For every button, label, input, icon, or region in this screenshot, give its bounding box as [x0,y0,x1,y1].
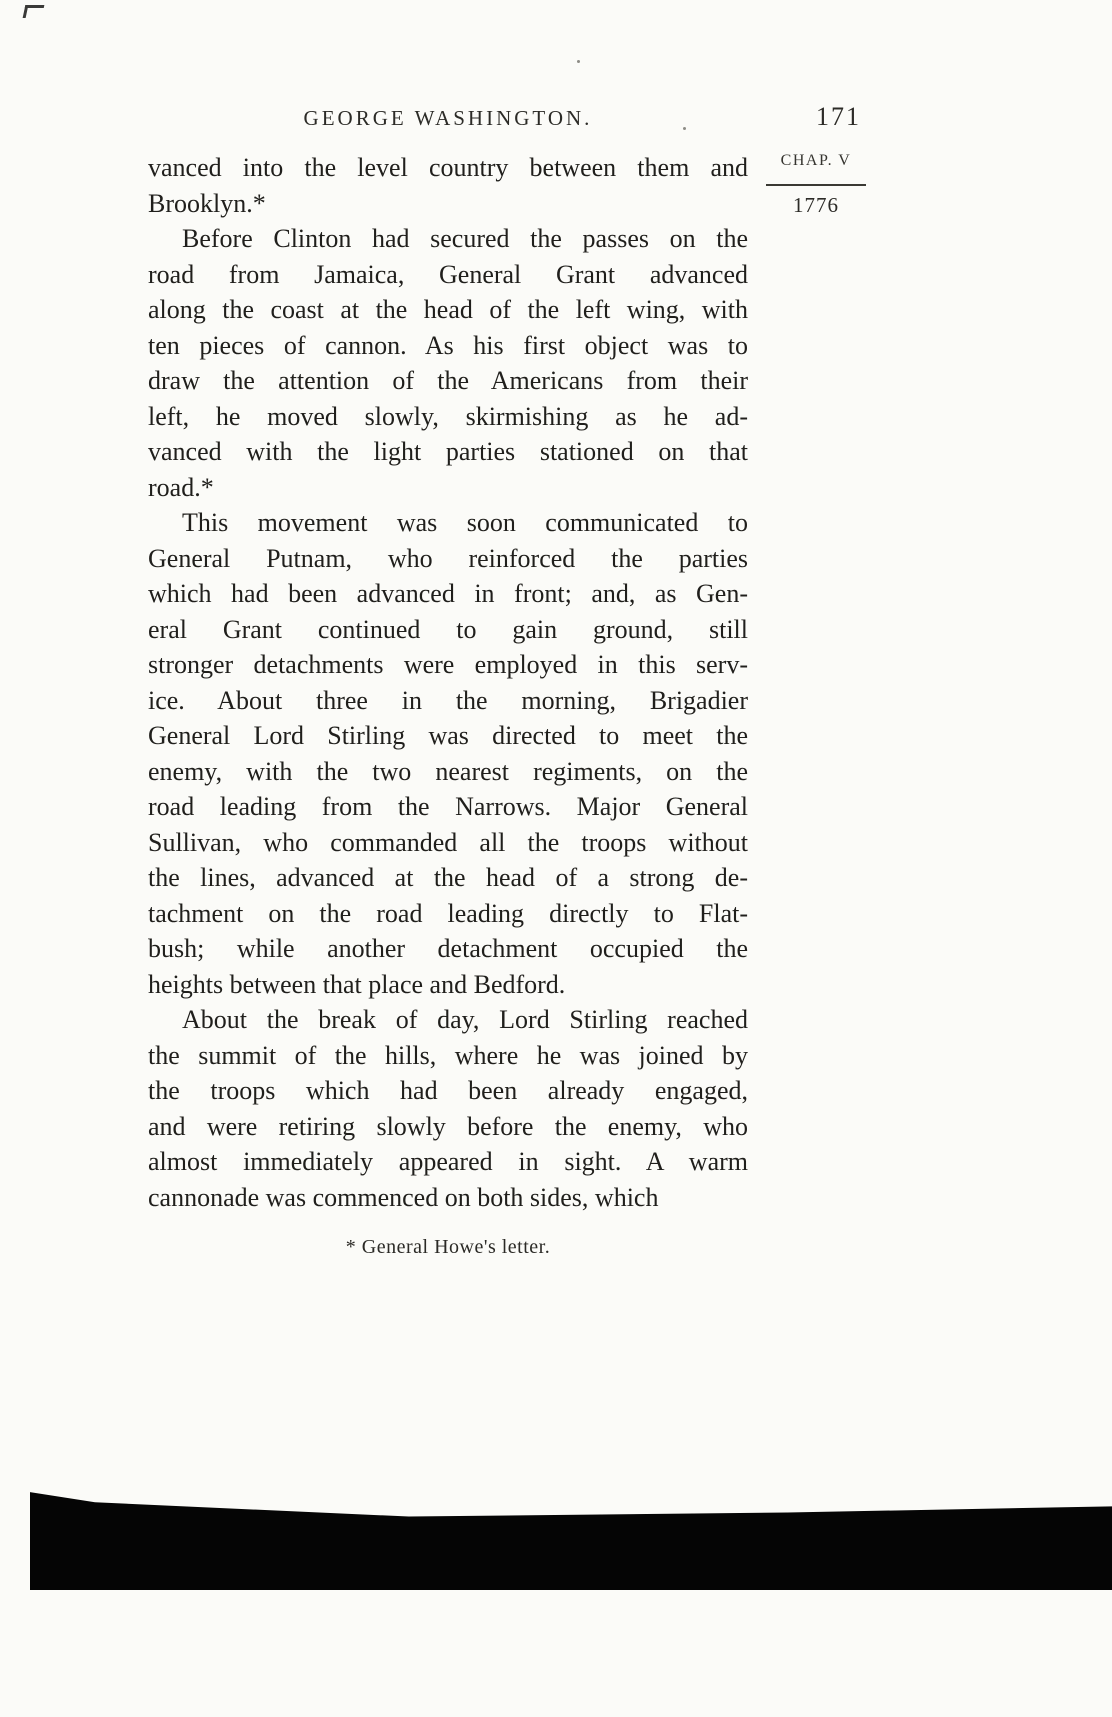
text-line: along the coast at the head of the left wing, with [148,295,748,324]
text-line: ten pieces of cannon. As his first object was to [148,330,748,360]
text-line: draw the attention of the Americans from their [148,366,748,395]
text-line: Before Clinton had secured the passes on the [182,224,748,253]
text-line: and were retiring slowly before the enemy, who [148,1111,748,1141]
text-line: cannonade was commenced on both sides, which [148,1182,659,1212]
text-line: which had been advanced in front; and, as Gen- [148,579,748,608]
text-line: ice. About three in the morning, Brigadier [148,685,748,715]
margin-notes [766,152,866,218]
text-line: left, he moved slowly, skirmishing as he ad- [148,401,748,431]
text-line: About the break of day, Lord Stirling reached [182,1005,748,1034]
text-line: the summit of the hills, where he was joined by [148,1040,748,1070]
paragraph [148,1002,748,1215]
text-line: almost immediately appeared in sight. A warm [148,1147,748,1176]
footnote: * General Howe's letter. [345,1236,551,1258]
text-line: road leading from the Narrows. Major General [148,792,748,821]
text-line: the troops which had been already engaged, [148,1076,748,1105]
text-line: tachment on the road leading directly to Flat- [148,898,748,928]
text-line: bush; while another detachment occupied the [148,934,748,963]
text-line: enemy, with the two nearest regiments, on the [148,756,748,786]
text-line: General Lord Stirling was directed to meet the [148,721,748,750]
text-line: the lines, advanced at the head of a strong de- [148,863,748,892]
text-line: Sullivan, who commanded all the troops without [148,827,748,857]
text-line: stronger detachments were employed in this serv- [148,650,748,679]
scan-artifact-bottom [30,1488,1112,1590]
text-line: heights between that place and Bedford. [148,969,566,999]
page-number: 171 [816,102,861,131]
text-line: vanced into the level country between them and [148,153,748,182]
running-header: GEORGE WASHINGTON. [303,106,593,130]
paragraph [148,221,748,505]
body-text [148,150,748,1215]
pen-mark-artifact [23,5,45,18]
year-note: 1776 [793,193,839,217]
paragraph [148,505,748,1002]
text-line: Brooklyn.* [148,188,266,218]
chapter-note: CHAP. V [766,152,866,186]
text-line: road from Jamaica, General Grant advanced [148,259,748,289]
text-line: road.* [148,472,214,502]
text-line: vanced with the light parties stationed on that [148,437,748,466]
paragraph [148,150,748,221]
text-line: General Putnam, who reinforced the parties [148,543,748,573]
scan-speck [577,60,580,63]
text-line: eral Grant continued to gain ground, still [148,614,748,644]
text-line: This movement was soon communicated to [182,508,748,537]
